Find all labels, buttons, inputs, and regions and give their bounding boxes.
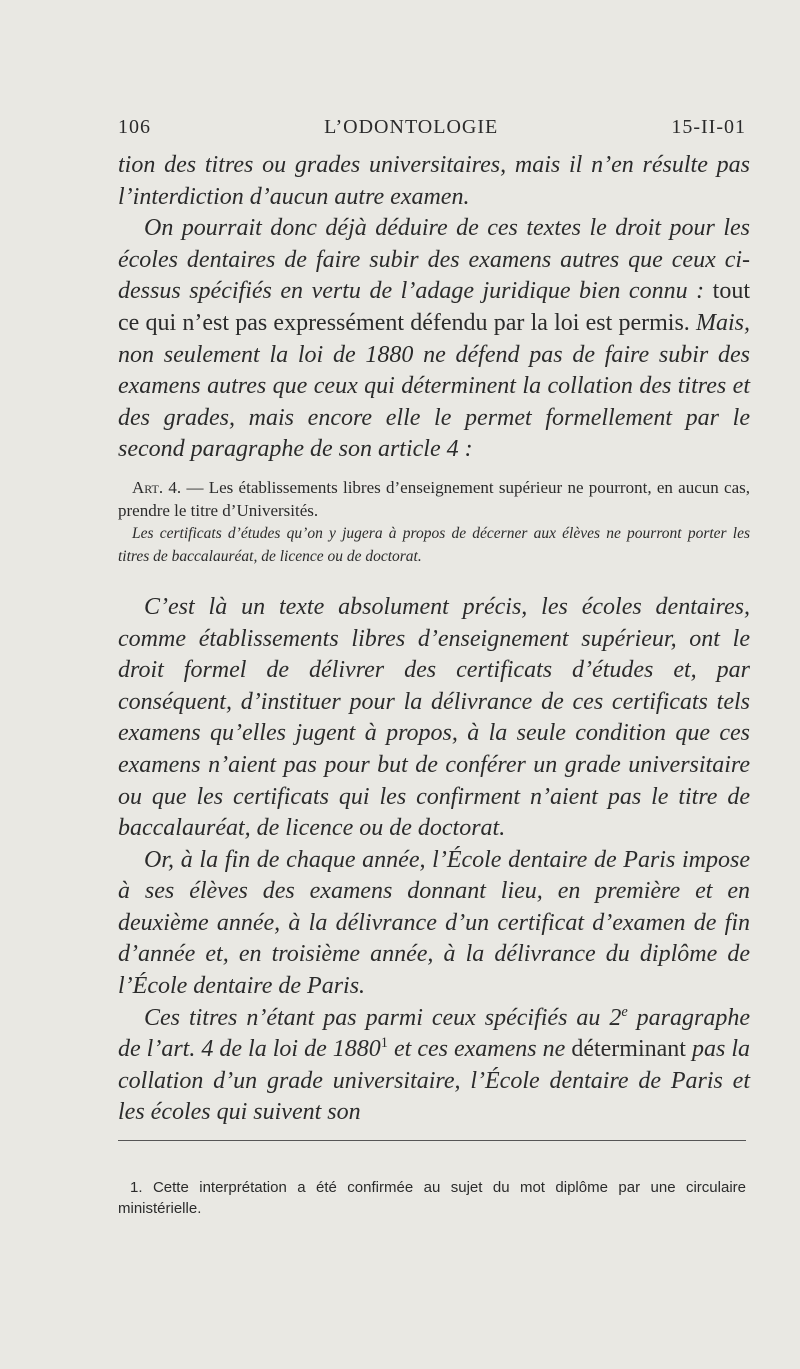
superscript-e: e [621,1003,628,1020]
main-text [118,150,750,1129]
paragraph-2-italic-2: Mais, non seulement la loi de 1880 ne défend pas de faire subir des examens autres que ceux qui déterminent la collation des titres et des grades, mais encore elle le permet formellement par le second paragraphe de son article 4 : [118,309,751,463]
paragraph-1: tion des titres ou grades universitaires, mais il n’en résulte pas l’interdiction d’aucun autre examen. [118,152,750,210]
paragraph-5-c: et ces examens ne [387,1036,566,1063]
footnote-divider [118,1140,746,1141]
footnote-ref[interactable]: 1 [380,1035,388,1052]
issue-date: 15-II-01 [671,116,746,138]
paragraph-5-roman: déterminant [571,1036,686,1063]
quote-certificates: Les certificats d’études qu’on y jugera à propos de décerner aux élèves ne pourront porter les titres de baccalauréat, de licence ou de doctorat. [118,524,750,565]
paragraph-3: C’est là un texte absolument précis, les écoles dentaires, comme établissements libres d’enseignement supérieur, ont le droit formel de délivrer des certificats d’études et, par conséquent, d’instituer pour la délivrance de ces certificats tels examens qu’elles jugent à propos, à la seule condition que ces examens n’aient pas pour but de conférer un grade universitaire ou que les certificats qui les confirment n’aient pas le titre de baccalauréat, de licence ou de doctorat. [118,593,750,842]
quote-article [118,476,750,522]
paragraph-5-d: pas la collation d’un grade universitaire, l’École dentaire de Paris et les écoles qui suivent son [118,1036,750,1126]
footnote: 1. Cette interprétation a été confirmée au sujet du mot diplôme par une circulaire ministérielle. [118,1179,746,1217]
law-quotation [118,476,750,568]
running-header [118,116,746,139]
paragraph-5-a: Ces titres n’étant pas parmi ceux spécifiés au 2 [144,1004,622,1031]
page-number: 106 [118,116,151,138]
journal-title: L’ODONTOLOGIE [324,116,499,138]
paragraph-2 [118,213,750,466]
article-label: Art. 4. [132,477,182,497]
paragraph-2-roman: tout ce qui n’est pas expressément défendu par la loi est permis. [118,278,751,336]
paragraph-4: Or, à la fin de chaque année, l’École dentaire de Paris impose à ses élèves des examens donnant lieu, en première et en deuxième année, à la délivrance d’un certificat d’examen de fin d’année et, en troisième année, à la délivrance du diplôme de l’École dentaire de Paris. [118,846,750,1000]
paragraph-2-italic: On pourrait donc déjà déduire de ces textes le droit pour les écoles dentaires de faire subir des examens autres que ceux ci-dessus spécifiés en vertu de l’adage juridique bien connu : [118,215,750,305]
paragraph-5-b: paragraphe de l’art. 4 de la loi de 1880 [118,1004,751,1063]
article-text: — Les établissements libres d’enseignement supérieur ne pourront, en aucun cas, prendre le titre d’Universités. [118,477,750,520]
paragraph-5 [118,1003,750,1129]
